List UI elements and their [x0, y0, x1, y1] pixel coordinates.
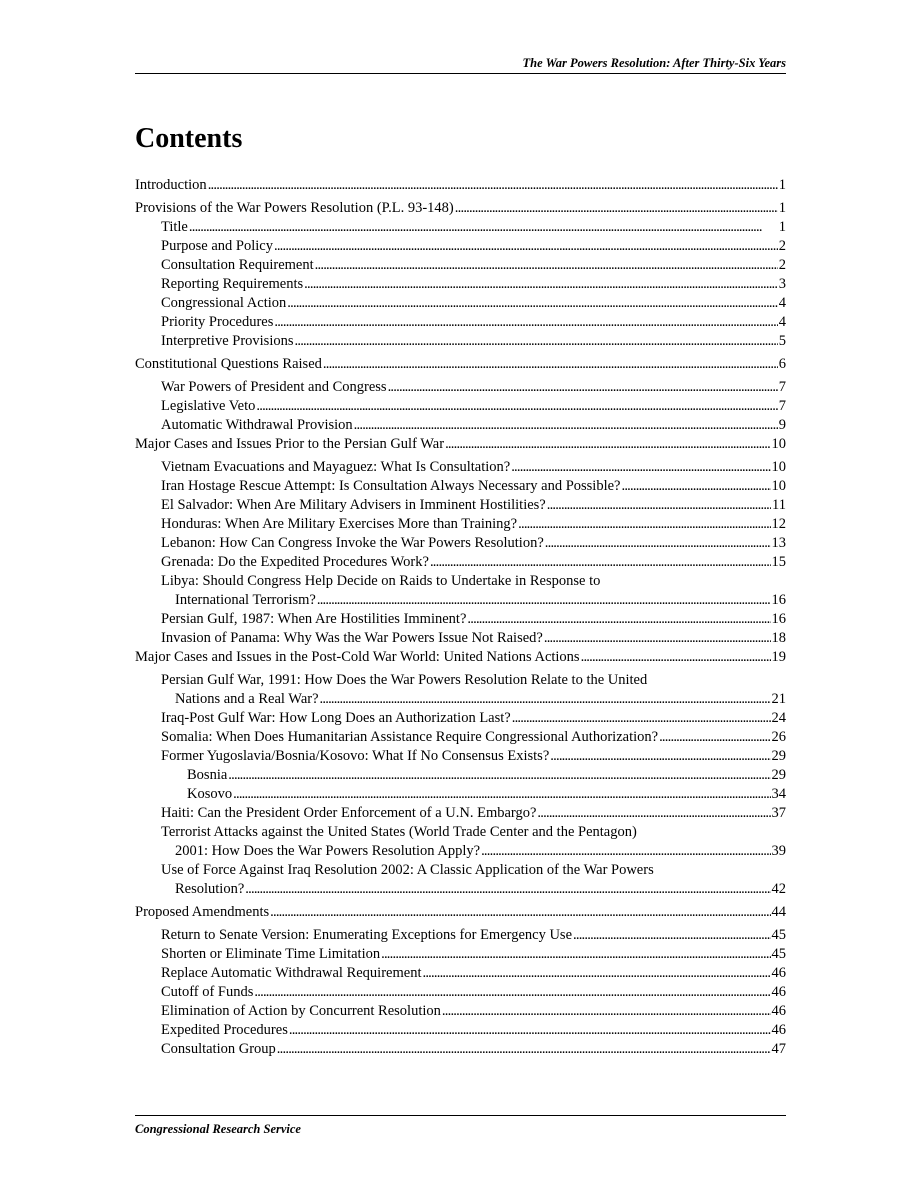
toc-entry[interactable] — [135, 983, 786, 1002]
toc-entry[interactable] — [135, 294, 786, 313]
dot-leader — [518, 515, 770, 534]
dot-leader — [287, 294, 777, 313]
toc-entry-page-number: 19 — [771, 649, 786, 665]
dot-leader — [550, 747, 770, 766]
toc-entry[interactable] — [135, 880, 786, 899]
toc-entry[interactable] — [135, 709, 786, 728]
toc-entry-title: Legislative Veto — [161, 398, 256, 414]
dot-leader — [304, 275, 778, 294]
toc-entry-title: Introduction — [135, 177, 207, 193]
toc-entry[interactable] — [135, 690, 786, 709]
toc-entry-title: Reporting Requirements — [161, 276, 304, 292]
dot-leader — [256, 397, 777, 416]
dot-leader — [208, 176, 778, 195]
toc-entry[interactable] — [135, 945, 786, 964]
dot-leader — [274, 237, 778, 256]
toc-entry-title: Bosnia — [187, 767, 228, 783]
dot-leader — [289, 1021, 771, 1040]
toc-entry-title: Resolution? — [175, 881, 245, 897]
toc-entry-title: Major Cases and Issues in the Post-Cold War World: United Nations Actions — [135, 649, 580, 665]
toc-entry-page-number: 39 — [771, 843, 786, 859]
toc-entry-page-number: 7 — [778, 379, 786, 395]
page-title: Contents — [135, 123, 243, 154]
toc-entry[interactable] — [135, 199, 786, 218]
table-of-contents — [135, 176, 786, 1059]
toc-entry-title: Nations and a Real War? — [175, 691, 319, 707]
dot-leader — [573, 926, 771, 945]
toc-entry-title: Former Yugoslavia/Bosnia/Kosovo: What If No Consensus Exists? — [161, 748, 550, 764]
toc-entry-page-number: 47 — [771, 1041, 786, 1057]
toc-entry-page-number: 10 — [771, 478, 786, 494]
toc-entry-page-number: 42 — [771, 881, 786, 897]
toc-entry-title: 2001: How Does the War Powers Resolution Apply? — [175, 843, 481, 859]
toc-entry-title: Interpretive Provisions — [161, 333, 294, 349]
dot-leader — [323, 355, 778, 374]
toc-entry[interactable] — [135, 275, 786, 294]
toc-entry[interactable] — [135, 458, 786, 477]
toc-entry-title: Grenada: Do the Expedited Procedures Work? — [161, 554, 429, 570]
toc-entry-title: Title — [161, 219, 188, 235]
toc-entry-page-number: 1 — [778, 219, 786, 235]
toc-entry[interactable] — [135, 842, 786, 861]
toc-entry[interactable] — [135, 218, 786, 237]
dot-leader — [354, 416, 778, 435]
toc-entry[interactable] — [135, 553, 786, 572]
dot-leader — [512, 709, 771, 728]
toc-entry-page-number: 12 — [771, 516, 786, 532]
toc-entry-title: Consultation Requirement — [161, 257, 314, 273]
toc-entry-title: War Powers of President and Congress — [161, 379, 387, 395]
dot-leader — [189, 218, 778, 237]
toc-entry-page-number: 11 — [772, 497, 786, 513]
toc-entry-title: Shorten or Eliminate Time Limitation — [161, 946, 381, 962]
toc-entry-page-number: 46 — [771, 1022, 786, 1038]
toc-entry[interactable] — [135, 926, 786, 945]
toc-entry[interactable] — [135, 1002, 786, 1021]
toc-entry-title: Lebanon: How Can Congress Invoke the War Powers Resolution? — [161, 535, 544, 551]
toc-entry-page-number: 13 — [771, 535, 786, 551]
toc-entry-page-number: 24 — [771, 710, 786, 726]
toc-entry-page-number: 16 — [771, 592, 786, 608]
toc-entry-title: Somalia: When Does Humanitarian Assistance Require Congressional Authorization? — [161, 729, 659, 745]
dot-leader — [233, 785, 770, 804]
toc-entry[interactable] — [135, 1021, 786, 1040]
toc-entry-page-number: 4 — [778, 314, 786, 330]
dot-leader — [295, 332, 778, 351]
toc-entry-page-number: 3 — [778, 276, 786, 292]
dot-leader — [537, 804, 770, 823]
dot-leader — [581, 648, 771, 667]
toc-entry-page-number: 34 — [771, 786, 786, 802]
dot-leader — [381, 945, 770, 964]
toc-entry-page-number: 18 — [771, 630, 786, 646]
toc-entry-page-number: 29 — [771, 748, 786, 764]
dot-leader — [320, 690, 771, 709]
toc-entry[interactable] — [135, 256, 786, 275]
dot-leader — [621, 477, 770, 496]
toc-entry[interactable] — [135, 477, 786, 496]
toc-entry-first-line[interactable]: Use of Force Against Iraq Resolution 2002: A Classic Application of the War Powers — [161, 862, 654, 878]
dot-leader — [315, 256, 778, 275]
toc-entry[interactable] — [135, 176, 786, 195]
dot-leader — [245, 880, 770, 899]
toc-entry[interactable] — [135, 397, 786, 416]
toc-entry-page-number: 15 — [771, 554, 786, 570]
toc-entry[interactable] — [135, 610, 786, 629]
toc-entry[interactable] — [135, 648, 786, 667]
dot-leader — [442, 1002, 771, 1021]
toc-entry-page-number: 46 — [771, 965, 786, 981]
toc-entry-page-number: 16 — [771, 611, 786, 627]
dot-leader — [422, 964, 770, 983]
toc-entry-first-line[interactable]: Libya: Should Congress Help Decide on Raids to Undertake in Response to — [161, 573, 601, 589]
toc-entry-title: Replace Automatic Withdrawal Requirement — [161, 965, 422, 981]
toc-entry[interactable] — [135, 591, 786, 610]
toc-entry-title: Iran Hostage Rescue Attempt: Is Consultation Always Necessary and Possible? — [161, 478, 621, 494]
toc-entry-title: Priority Procedures — [161, 314, 274, 330]
toc-entry-title: International Terrorism? — [175, 592, 316, 608]
toc-entry[interactable] — [135, 332, 786, 351]
dot-leader — [317, 591, 771, 610]
dot-leader — [547, 496, 771, 515]
toc-entry-title: Elimination of Action by Concurrent Resolution — [161, 1003, 441, 1019]
toc-entry[interactable] — [135, 964, 786, 983]
toc-entry[interactable] — [135, 515, 786, 534]
dot-leader — [511, 458, 770, 477]
toc-entry-page-number: 44 — [771, 904, 786, 920]
toc-entry[interactable] — [135, 378, 786, 397]
dot-leader — [270, 903, 770, 922]
toc-entry-page-number: 6 — [778, 356, 786, 372]
toc-entry[interactable] — [135, 435, 786, 454]
toc-entry-page-number: 7 — [778, 398, 786, 414]
toc-entry[interactable] — [135, 313, 786, 332]
toc-entry[interactable] — [135, 534, 786, 553]
toc-entry-page-number: 4 — [778, 295, 786, 311]
toc-entry-title: Haiti: Can the President Order Enforcement of a U.N. Embargo? — [161, 805, 537, 821]
running-header: The War Powers Resolution: After Thirty-Six Years — [135, 55, 786, 74]
dot-leader — [430, 553, 771, 572]
dot-leader — [277, 1040, 771, 1059]
toc-entry-title: Persian Gulf, 1987: When Are Hostilities Imminent? — [161, 611, 467, 627]
toc-entry[interactable] — [135, 355, 786, 374]
toc-entry-title: Return to Senate Version: Enumerating Exceptions for Emergency Use — [161, 927, 572, 943]
toc-entry-page-number: 5 — [778, 333, 786, 349]
toc-entry-page-number: 37 — [771, 805, 786, 821]
toc-entry-title: Kosovo — [187, 786, 233, 802]
toc-entry[interactable] — [135, 903, 786, 922]
toc-entry-page-number: 46 — [771, 1003, 786, 1019]
toc-entry-title: Provisions of the War Powers Resolution (P.L. 93-148) — [135, 200, 454, 216]
toc-entry-page-number: 10 — [771, 436, 786, 452]
dot-leader — [544, 629, 771, 648]
toc-entry-title: Cutoff of Funds — [161, 984, 254, 1000]
dot-leader — [545, 534, 771, 553]
toc-entry[interactable] — [135, 416, 786, 435]
toc-entry-page-number: 1 — [778, 177, 786, 193]
toc-entry[interactable] — [135, 496, 786, 515]
dot-leader — [467, 610, 770, 629]
toc-entry-title: El Salvador: When Are Military Advisers in Imminent Hostilities? — [161, 497, 546, 513]
toc-entry[interactable] — [135, 1040, 786, 1059]
toc-entry-page-number: 29 — [771, 767, 786, 783]
toc-entry[interactable] — [135, 766, 786, 785]
dot-leader — [274, 313, 777, 332]
toc-entry-page-number: 10 — [771, 459, 786, 475]
toc-entry-title: Purpose and Policy — [161, 238, 273, 254]
dot-leader — [228, 766, 770, 785]
dot-leader — [254, 983, 770, 1002]
toc-entry-title: Proposed Amendments — [135, 904, 270, 920]
dot-leader — [455, 199, 778, 218]
toc-entry-title: Invasion of Panama: Why Was the War Powers Issue Not Raised? — [161, 630, 543, 646]
toc-entry-page-number: 21 — [771, 691, 786, 707]
toc-entry-page-number: 2 — [778, 257, 786, 273]
toc-entry[interactable] — [135, 728, 786, 747]
toc-entry-title: Consultation Group — [161, 1041, 276, 1057]
dot-leader — [659, 728, 770, 747]
toc-entry[interactable] — [135, 237, 786, 256]
toc-entry-title: Expedited Procedures — [161, 1022, 288, 1038]
toc-entry-page-number: 2 — [778, 238, 786, 254]
toc-entry-title: Constitutional Questions Raised — [135, 356, 322, 372]
toc-entry[interactable] — [135, 804, 786, 823]
toc-entry-page-number: 45 — [771, 927, 786, 943]
toc-entry-title: Automatic Withdrawal Provision — [161, 417, 353, 433]
toc-entry[interactable] — [135, 747, 786, 766]
toc-entry-page-number: 26 — [771, 729, 786, 745]
toc-entry-page-number: 45 — [771, 946, 786, 962]
toc-entry-title: Vietnam Evacuations and Mayaguez: What Is Consultation? — [161, 459, 511, 475]
toc-entry-page-number: 9 — [778, 417, 786, 433]
toc-entry-title: Honduras: When Are Military Exercises More than Training? — [161, 516, 518, 532]
dot-leader — [481, 842, 770, 861]
toc-entry-title: Congressional Action — [161, 295, 287, 311]
dot-leader — [445, 435, 770, 454]
toc-entry-first-line[interactable]: Terrorist Attacks against the United States (World Trade Center and the Pentagon) — [161, 824, 637, 840]
toc-entry[interactable] — [135, 629, 786, 648]
toc-entry[interactable] — [135, 785, 786, 804]
toc-entry-page-number: 1 — [778, 200, 786, 216]
toc-entry-page-number: 46 — [771, 984, 786, 1000]
toc-entry-title: Iraq-Post Gulf War: How Long Does an Authorization Last? — [161, 710, 511, 726]
running-footer: Congressional Research Service — [135, 1115, 786, 1137]
toc-entry-first-line[interactable]: Persian Gulf War, 1991: How Does the War Powers Resolution Relate to the United — [161, 672, 648, 688]
dot-leader — [388, 378, 778, 397]
toc-entry-title: Major Cases and Issues Prior to the Persian Gulf War — [135, 436, 445, 452]
